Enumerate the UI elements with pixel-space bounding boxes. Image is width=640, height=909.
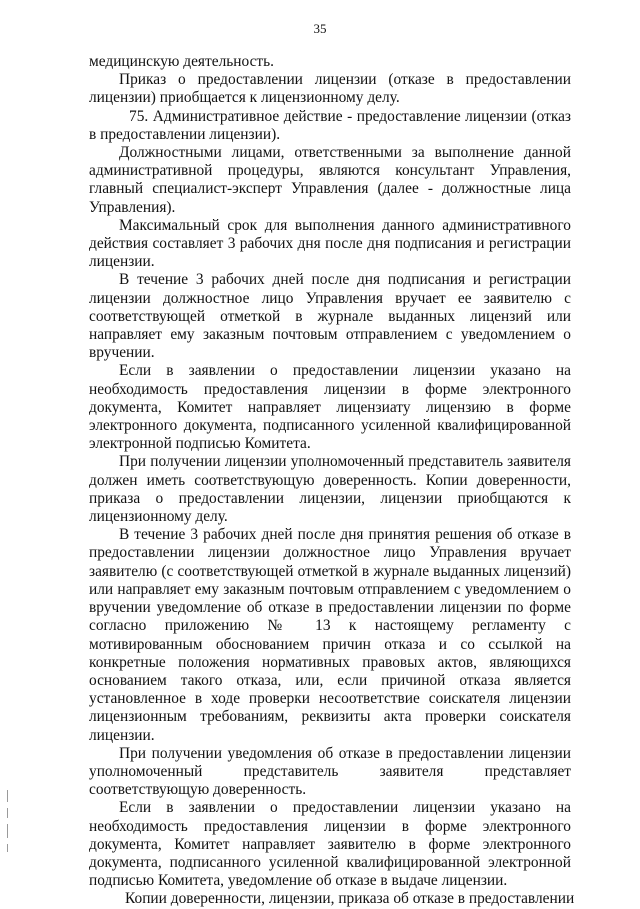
paragraph-electronic-license: Если в заявлении о предоставлении лицензии указано на необходимость предоставления лицензии в форме электронного документа, Комитет направляет лицензиату лицензию в форме электронного документа, подписанного усиленной квалифицированной электронной подписью Комитета. xyxy=(89,362,571,453)
paragraph-max-duration: Максимальный срок для выполнения данного административного действия составляет 3 рабочих дня после дня подписания и регистрации лицензии. xyxy=(89,216,571,271)
paragraph-responsible-officials: Должностными лицами, ответственными за выполнение данной административной процедуры, являются консультант Управления, главный специалист-эксперт Управления (далее - должностные лица Управления). xyxy=(89,144,571,216)
paragraph-refusal-notice: В течение 3 рабочих дней после дня принятия решения об отказе в предоставлении лицензии должностное лицо Управления вручает заявителю (с соответствующей отметкой в журнале выданных лицензий) или направляет ему заказным почтовым отправлением с уведомлением о вручении уведомление об отказе в предоставлении лицензии по форме согласно приложению № 13 к настоящему регламенту с мотивированным обоснованием причин отказа и со ссылкой на конкретные положения нормативных правовых актов, являющихся основанием такого отказа, или, если причиной отказа является установленное в ходе проверки несоответствие соискателя лицензии лицензионным требованиям, реквизиты акта проверки соискателя лицензии. xyxy=(89,526,571,744)
paragraph-copies: Копии доверенности, лицензии, приказа об отказе в предоставлении xyxy=(125,890,575,908)
paragraph-order-attachment: Приказ о предоставлении лицензии (отказе в предоставлении лицензии) приобщается к лицензионному делу. xyxy=(89,71,571,107)
scan-margin-marks xyxy=(6,790,10,860)
paragraph-refusal-attorney: При получении уведомления об отказе в предоставлении лицензии уполномоченный представитель заявителя представляет соответствующую доверенность. xyxy=(89,744,571,799)
document-body xyxy=(89,53,575,909)
paragraph-electronic-refusal: Если в заявлении о предоставлении лицензии указано на необходимость предоставления лицензии в форме электронного документа, Комитет направляет заявителю в форме электронного документа, подписанного усиленной квалифицированной электронной подписью Комитета, уведомление об отказе в выдаче лицензии. xyxy=(89,799,571,890)
paragraph-continuation: медицинскую деятельность. xyxy=(89,53,275,70)
page-number: 35 xyxy=(313,21,327,36)
paragraph-power-of-attorney: При получении лицензии уполномоченный представитель заявителя должен иметь соответствующую доверенность. Копии доверенности, приказа о предоставлении лицензии, лицензии приобщаются к лицензионному делу. xyxy=(89,453,571,526)
paragraph-item-75: 75. Административное действие - предоставление лицензии (отказ в предоставлении лицензии). xyxy=(89,107,571,143)
paragraph-license-delivery: В течение 3 рабочих дней после дня подписания и регистрации лицензии должностное лицо Управления вручает ее заявителю с соответствующей отметкой в журнале выданных лицензий или направляет ему заказным почтовым отправлением с уведомлением о вручении. xyxy=(89,271,571,362)
